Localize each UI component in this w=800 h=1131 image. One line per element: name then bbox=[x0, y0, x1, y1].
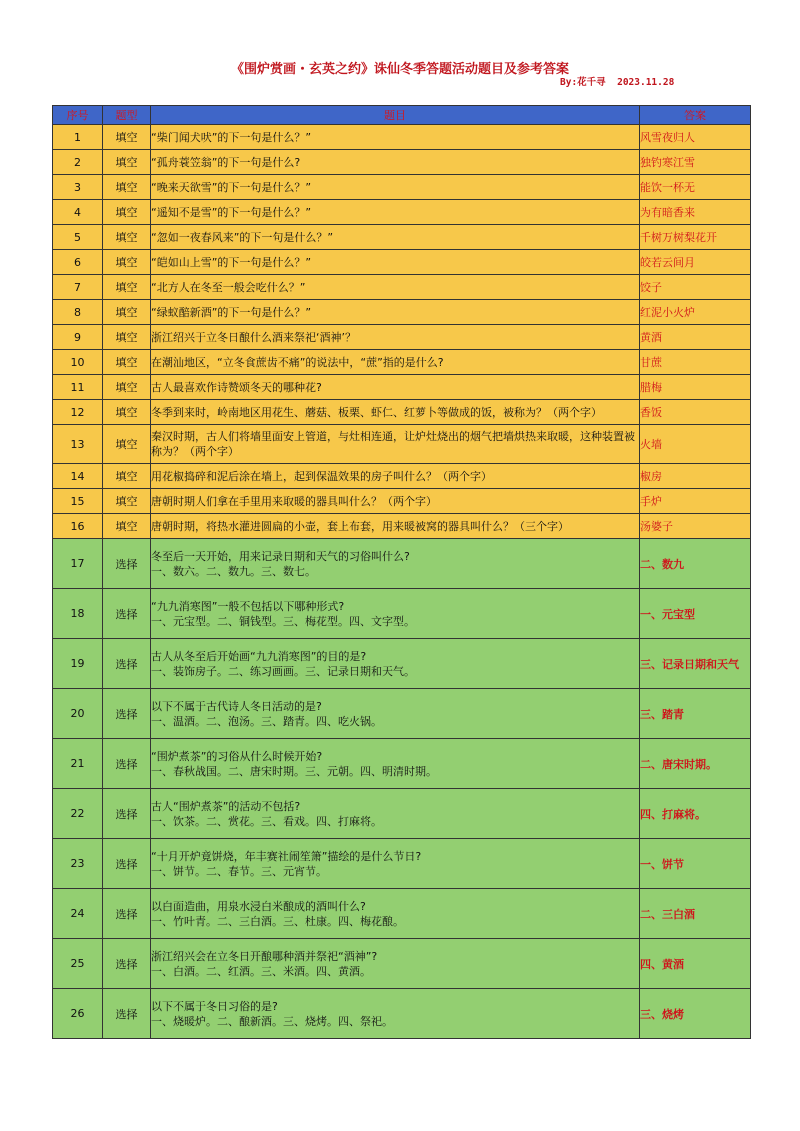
question-options: 一、烧暖炉。二、酿新酒。三、烧烤。四、祭祀。 bbox=[151, 1014, 393, 1028]
answer-cell: 汤婆子 bbox=[640, 514, 751, 539]
question-type: 填空 bbox=[103, 300, 151, 325]
row-number: 21 bbox=[53, 739, 103, 789]
answer-cell: 饺子 bbox=[640, 275, 751, 300]
row-number: 15 bbox=[53, 489, 103, 514]
answer-cell: 三、踏青 bbox=[640, 689, 751, 739]
row-number: 17 bbox=[53, 539, 103, 589]
question-options: 一、竹叶青。二、三白酒。三、杜康。四、梅花酿。 bbox=[151, 914, 404, 928]
answer-cell: 皎若云间月 bbox=[640, 250, 751, 275]
question-options: 一、元宝型。二、铜钱型。三、梅花型。四、文字型。 bbox=[151, 614, 415, 628]
table-row bbox=[53, 350, 751, 375]
answer-cell: 腊梅 bbox=[640, 375, 751, 400]
question-text: “忽如一夜春风来”的下一句是什么？” bbox=[151, 230, 334, 244]
question-cell bbox=[151, 375, 640, 400]
answer-cell: 手炉 bbox=[640, 489, 751, 514]
row-number: 23 bbox=[53, 839, 103, 889]
qa-table bbox=[52, 105, 751, 1039]
question-type: 选择 bbox=[103, 939, 151, 989]
question-options: 一、春秋战国。二、唐宋时期。三、元朝。四、明清时期。 bbox=[151, 764, 437, 778]
question-text: “绿蚁醅新酒”的下一句是什么？” bbox=[151, 305, 312, 319]
table-row bbox=[53, 325, 751, 350]
question-text: 以下不属于古代诗人冬日活动的是? bbox=[151, 699, 322, 713]
answer-cell: 香饭 bbox=[640, 400, 751, 425]
question-cell bbox=[151, 175, 640, 200]
row-number: 25 bbox=[53, 939, 103, 989]
question-type: 填空 bbox=[103, 175, 151, 200]
question-text: 古人从冬至后开始画“九九消寒图”的目的是? bbox=[151, 649, 367, 663]
row-number: 18 bbox=[53, 589, 103, 639]
question-options: 一、饮茶。二、赏花。三、看戏。四、打麻将。 bbox=[151, 814, 382, 828]
question-options: 一、温酒。二、泡汤。三、踏青。四、吃火锅。 bbox=[151, 714, 382, 728]
question-cell bbox=[151, 939, 640, 989]
question-text: “九九消寒图”一般不包括以下哪种形式? bbox=[151, 599, 345, 613]
table-row bbox=[53, 939, 751, 989]
header-type: 题型 bbox=[103, 106, 151, 125]
row-number: 22 bbox=[53, 789, 103, 839]
row-number: 6 bbox=[53, 250, 103, 275]
table-row bbox=[53, 250, 751, 275]
row-number: 9 bbox=[53, 325, 103, 350]
question-text: 古人最喜欢作诗赞颂冬天的哪种花? bbox=[151, 380, 322, 394]
table-row bbox=[53, 889, 751, 939]
question-type: 填空 bbox=[103, 325, 151, 350]
table-row bbox=[53, 989, 751, 1039]
question-cell bbox=[151, 300, 640, 325]
header-num: 序号 bbox=[53, 106, 103, 125]
question-text: 以白面造曲，用泉水浸白米酿成的酒叫什么? bbox=[151, 899, 366, 913]
question-type: 选择 bbox=[103, 689, 151, 739]
answer-cell: 三、记录日期和天气 bbox=[640, 639, 751, 689]
question-cell bbox=[151, 989, 640, 1039]
question-type: 填空 bbox=[103, 225, 151, 250]
question-text: 浙江绍兴于立冬日酿什么酒来祭祀‘酒神’？ bbox=[151, 330, 356, 344]
question-options: 一、白酒。二、红酒。三、米酒。四、黄酒。 bbox=[151, 964, 371, 978]
table-row bbox=[53, 489, 751, 514]
question-options: 一、数六。二、数九。三、数七。 bbox=[151, 564, 316, 578]
question-type: 填空 bbox=[103, 125, 151, 150]
answer-cell: 椒房 bbox=[640, 464, 751, 489]
question-text: “遥知不是雪”的下一句是什么？” bbox=[151, 205, 312, 219]
answer-cell: 二、数九 bbox=[640, 539, 751, 589]
question-text: “孤舟蓑笠翁”的下一句是什么? bbox=[151, 155, 301, 169]
question-type: 填空 bbox=[103, 200, 151, 225]
question-text: “晚来天欲雪”的下一句是什么？” bbox=[151, 180, 312, 194]
question-type: 填空 bbox=[103, 375, 151, 400]
table-row bbox=[53, 300, 751, 325]
table-row bbox=[53, 175, 751, 200]
table-row bbox=[53, 539, 751, 589]
question-text: 在潮汕地区，“立冬食蔗齿不痛”的说法中，“蔗”指的是什么? bbox=[151, 355, 444, 369]
table-row bbox=[53, 225, 751, 250]
question-cell bbox=[151, 889, 640, 939]
answer-cell: 甘蔗 bbox=[640, 350, 751, 375]
question-cell bbox=[151, 325, 640, 350]
answer-cell: 独钓寒江雪 bbox=[640, 150, 751, 175]
table-row bbox=[53, 200, 751, 225]
table-header-row bbox=[53, 106, 751, 125]
question-type: 选择 bbox=[103, 739, 151, 789]
question-type: 选择 bbox=[103, 539, 151, 589]
question-text: 用花椒捣碎和泥后涂在墙上，起到保温效果的房子叫什么？（两个字） bbox=[151, 469, 492, 483]
question-type: 选择 bbox=[103, 639, 151, 689]
table-body bbox=[53, 125, 751, 1039]
answer-cell: 黄酒 bbox=[640, 325, 751, 350]
question-cell bbox=[151, 400, 640, 425]
row-number: 4 bbox=[53, 200, 103, 225]
row-number: 24 bbox=[53, 889, 103, 939]
table-row bbox=[53, 589, 751, 639]
question-cell bbox=[151, 739, 640, 789]
question-text: 唐朝时期，将热水灌进圆扁的小壶，套上布套，用来暖被窝的器具叫什么？（三个字） bbox=[151, 519, 569, 533]
question-cell bbox=[151, 225, 640, 250]
question-type: 填空 bbox=[103, 350, 151, 375]
answer-cell: 四、黄酒 bbox=[640, 939, 751, 989]
question-type: 填空 bbox=[103, 150, 151, 175]
row-number: 5 bbox=[53, 225, 103, 250]
header-answer: 答案 bbox=[640, 106, 751, 125]
question-type: 选择 bbox=[103, 839, 151, 889]
question-cell bbox=[151, 539, 640, 589]
question-text: “皑如山上雪”的下一句是什么？” bbox=[151, 255, 312, 269]
question-type: 选择 bbox=[103, 889, 151, 939]
question-type: 填空 bbox=[103, 425, 151, 464]
table-row bbox=[53, 464, 751, 489]
table-row bbox=[53, 275, 751, 300]
answer-cell: 为有暗香来 bbox=[640, 200, 751, 225]
answer-cell: 三、烧烤 bbox=[640, 989, 751, 1039]
table-row bbox=[53, 739, 751, 789]
question-type: 填空 bbox=[103, 514, 151, 539]
table-row bbox=[53, 839, 751, 889]
question-cell bbox=[151, 200, 640, 225]
question-type: 选择 bbox=[103, 989, 151, 1039]
question-type: 选择 bbox=[103, 589, 151, 639]
question-cell bbox=[151, 789, 640, 839]
question-text: “柴门闻犬吠”的下一句是什么？” bbox=[151, 130, 312, 144]
author-date: By:花千寻 2023.11.28 bbox=[560, 77, 675, 88]
question-cell bbox=[151, 250, 640, 275]
table-row bbox=[53, 689, 751, 739]
row-number: 10 bbox=[53, 350, 103, 375]
question-cell bbox=[151, 125, 640, 150]
answer-cell: 能饮一杯无 bbox=[640, 175, 751, 200]
question-cell bbox=[151, 425, 640, 464]
document-title: 《围炉赏画・玄英之约》诛仙冬季答题活动题目及参考答案 bbox=[230, 62, 569, 77]
question-text: 冬季到来时，岭南地区用花生、蘑菇、板栗、虾仁、红萝卜等做成的饭，被称为？（两个字） bbox=[151, 405, 602, 419]
row-number: 16 bbox=[53, 514, 103, 539]
header-question: 题目 bbox=[151, 106, 640, 125]
row-number: 13 bbox=[53, 425, 103, 464]
question-type: 填空 bbox=[103, 400, 151, 425]
row-number: 20 bbox=[53, 689, 103, 739]
question-type: 填空 bbox=[103, 489, 151, 514]
question-type: 填空 bbox=[103, 275, 151, 300]
question-text: 唐朝时期人们拿在手里用来取暖的器具叫什么？（两个字） bbox=[151, 494, 437, 508]
question-cell bbox=[151, 350, 640, 375]
row-number: 11 bbox=[53, 375, 103, 400]
question-options: 一、装饰房子。二、练习画画。三、记录日期和天气。 bbox=[151, 664, 415, 678]
question-text: 秦汉时期，古人们将墙里面安上管道，与灶相连通，让炉灶烧出的烟气把墙烘热来取暖，这种装置被称为？（两个字） bbox=[151, 430, 635, 458]
table-row bbox=[53, 514, 751, 539]
question-cell bbox=[151, 489, 640, 514]
row-number: 2 bbox=[53, 150, 103, 175]
answer-cell: 火墙 bbox=[640, 425, 751, 464]
question-cell bbox=[151, 689, 640, 739]
question-type: 选择 bbox=[103, 789, 151, 839]
table-row bbox=[53, 150, 751, 175]
answer-cell: 红泥小火炉 bbox=[640, 300, 751, 325]
row-number: 26 bbox=[53, 989, 103, 1039]
question-cell bbox=[151, 150, 640, 175]
question-cell bbox=[151, 464, 640, 489]
question-text: “北方人在冬至一般会吃什么？” bbox=[151, 280, 306, 294]
table-row bbox=[53, 400, 751, 425]
row-number: 7 bbox=[53, 275, 103, 300]
question-type: 填空 bbox=[103, 250, 151, 275]
row-number: 1 bbox=[53, 125, 103, 150]
table-row bbox=[53, 125, 751, 150]
answer-cell: 二、唐宋时期。 bbox=[640, 739, 751, 789]
question-text: “十月开炉竟饼烧，年丰赛社闹笙箫”描绘的是什么节日? bbox=[151, 849, 422, 863]
table-row bbox=[53, 789, 751, 839]
answer-cell: 风雪夜归人 bbox=[640, 125, 751, 150]
table-row bbox=[53, 425, 751, 464]
table-row bbox=[53, 375, 751, 400]
row-number: 8 bbox=[53, 300, 103, 325]
answer-cell: 一、饼节 bbox=[640, 839, 751, 889]
question-options: 一、饼节。二、春节。三、元宵节。 bbox=[151, 864, 327, 878]
question-text: 古人“围炉煮茶”的活动不包括? bbox=[151, 799, 301, 813]
answer-cell: 二、三白酒 bbox=[640, 889, 751, 939]
question-text: 以下不属于冬日习俗的是? bbox=[151, 999, 278, 1013]
question-cell bbox=[151, 589, 640, 639]
question-cell bbox=[151, 275, 640, 300]
question-text: “围炉煮茶”的习俗从什么时候开始? bbox=[151, 749, 323, 763]
question-cell bbox=[151, 514, 640, 539]
question-cell bbox=[151, 839, 640, 889]
answer-cell: 千树万树梨花开 bbox=[640, 225, 751, 250]
question-text: 冬至后一天开始，用来记录日期和天气的习俗叫什么? bbox=[151, 549, 410, 563]
row-number: 19 bbox=[53, 639, 103, 689]
row-number: 12 bbox=[53, 400, 103, 425]
table-row bbox=[53, 639, 751, 689]
row-number: 14 bbox=[53, 464, 103, 489]
question-type: 填空 bbox=[103, 464, 151, 489]
answer-cell: 一、元宝型 bbox=[640, 589, 751, 639]
question-cell bbox=[151, 639, 640, 689]
answer-cell: 四、打麻将。 bbox=[640, 789, 751, 839]
row-number: 3 bbox=[53, 175, 103, 200]
question-text: 浙江绍兴会在立冬日开酿哪种酒并祭祀“酒神”? bbox=[151, 949, 378, 963]
